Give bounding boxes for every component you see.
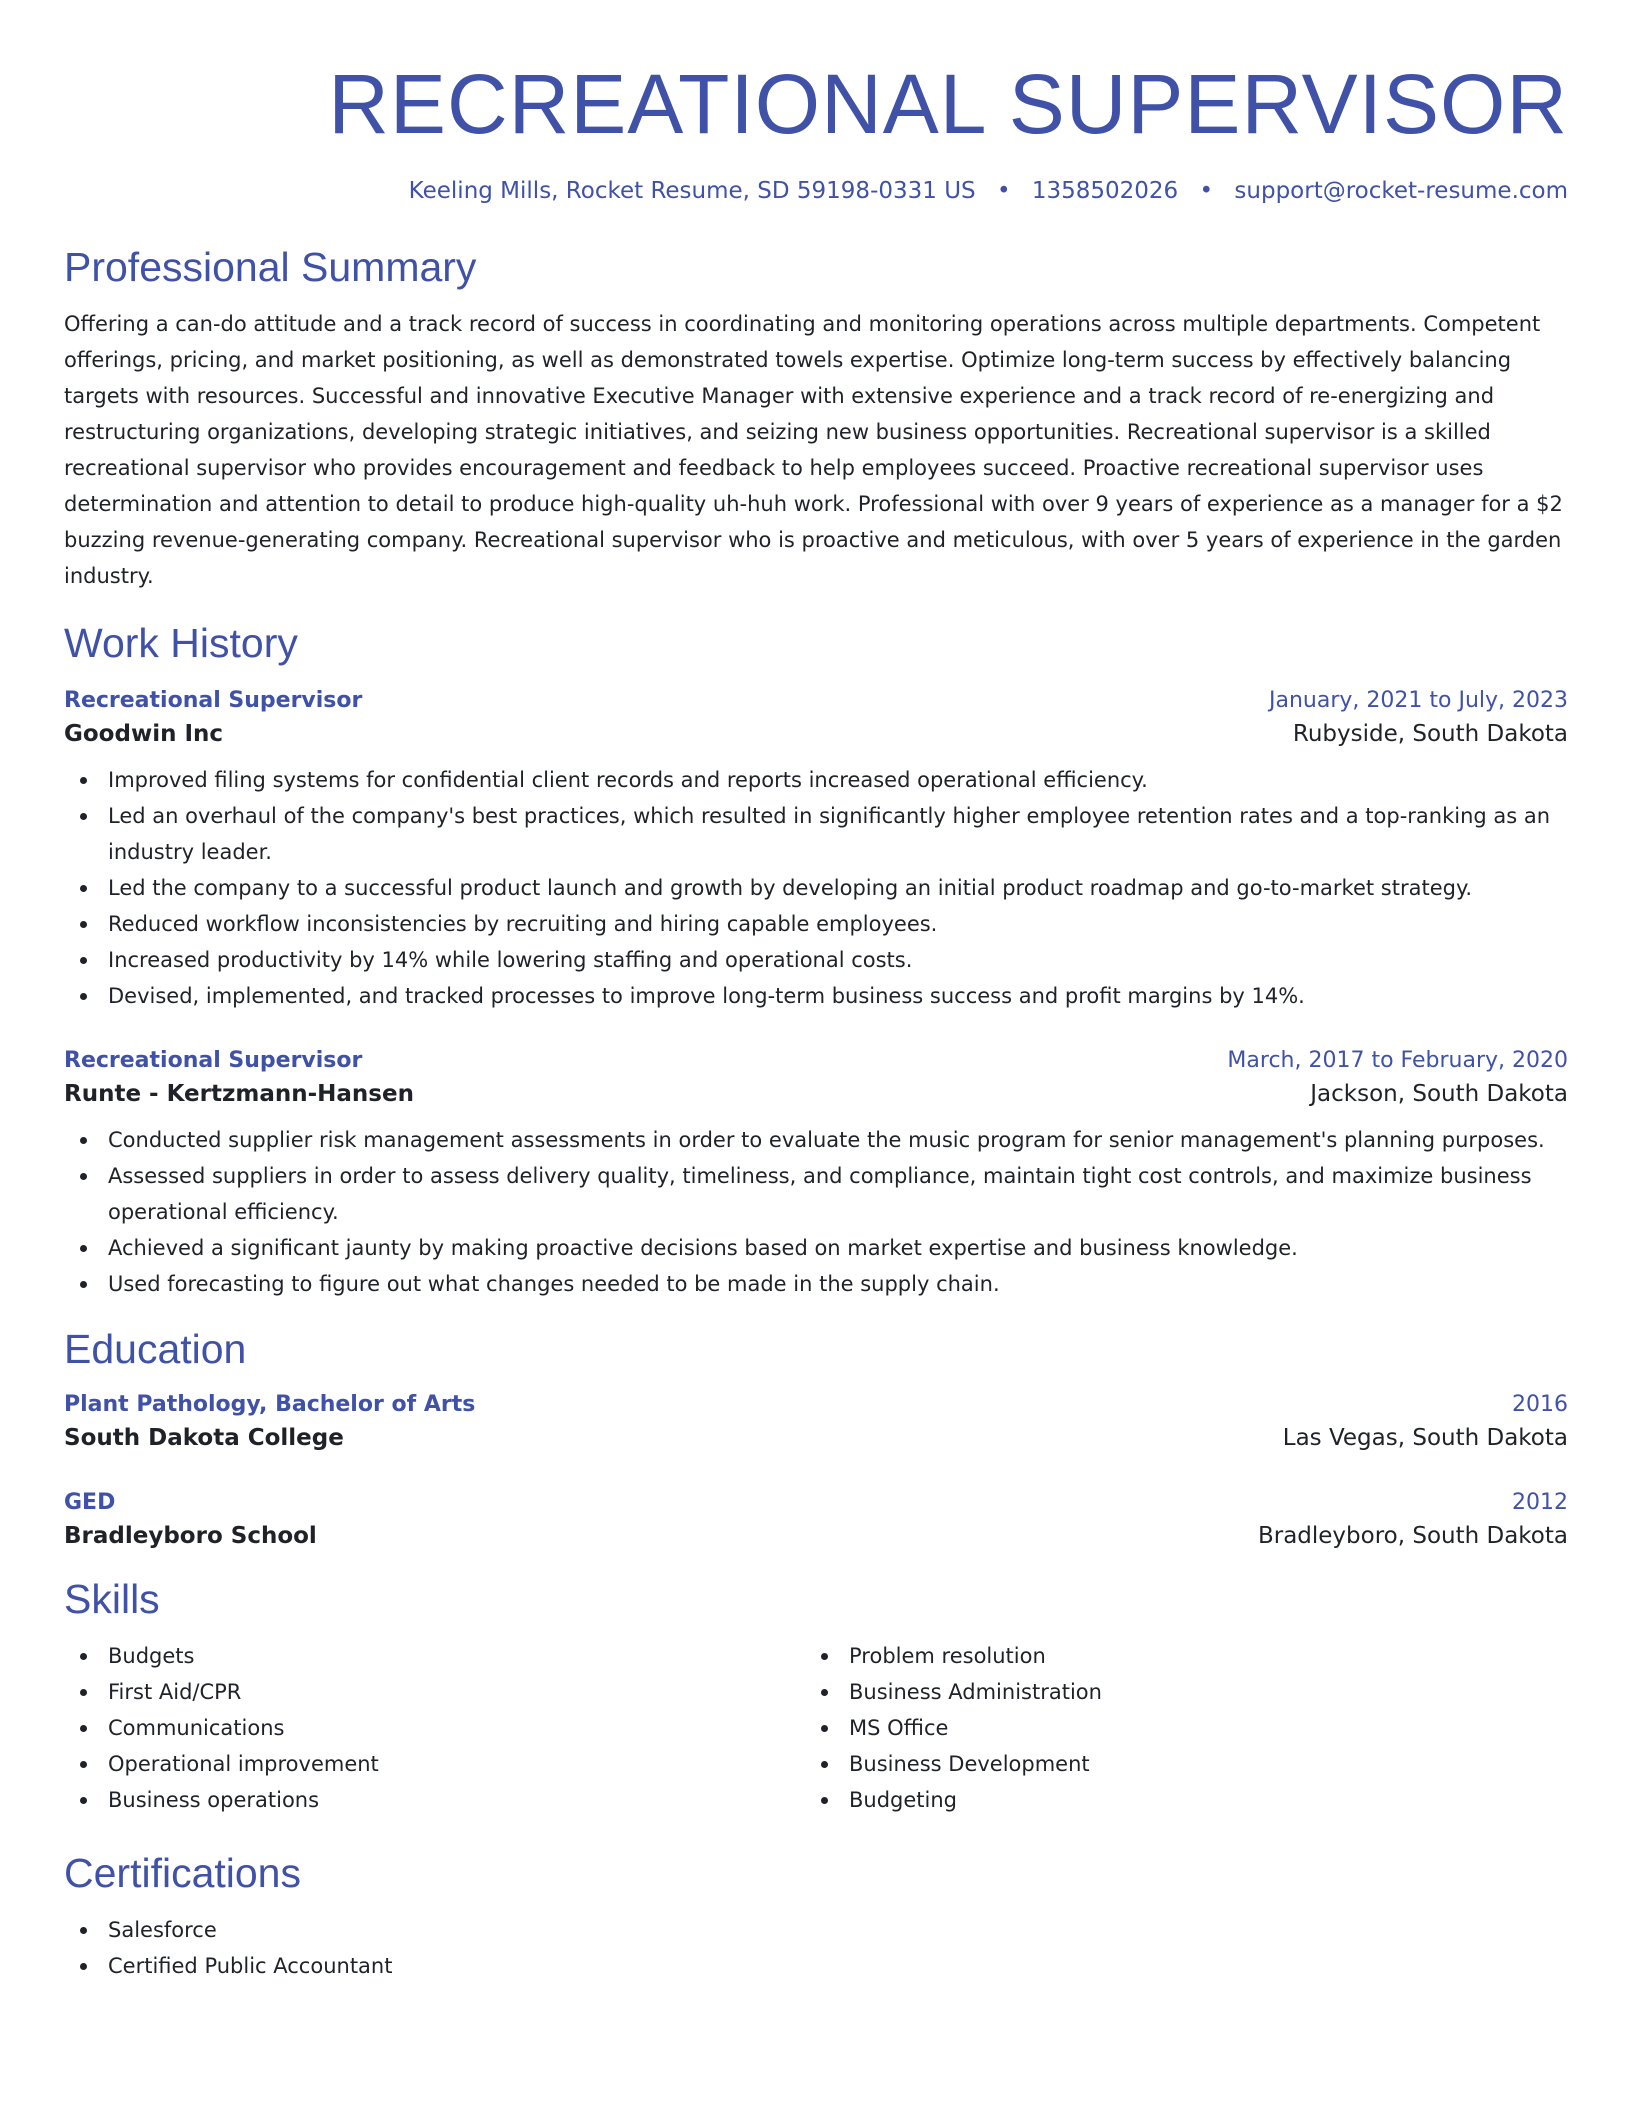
- skill-item: Operational improvement: [64, 1746, 805, 1782]
- education-year: 2016: [1512, 1392, 1568, 1417]
- job-bullet: Used forecasting to figure out what changes needed to be made in the supply chain.: [64, 1266, 1568, 1302]
- skill-item: Budgets: [64, 1638, 805, 1674]
- job-entry: [64, 686, 1568, 1014]
- job-entry: [64, 1046, 1568, 1302]
- skills-column-left: [64, 1638, 805, 1818]
- job-bullet: Conducted supplier risk management assessments in order to evaluate the music program for senior management's planning purposes.: [64, 1122, 1568, 1158]
- education-degree: Plant Pathology, Bachelor of Arts: [64, 1392, 476, 1417]
- job-bullet: Assessed suppliers in order to assess delivery quality, timeliness, and compliance, maintain tight cost controls, and maximize business operational efficiency.: [64, 1158, 1568, 1230]
- education-school-row: [64, 1420, 1568, 1456]
- summary-text: Offering a can-do attitude and a track record of success in coordinating and monitoring operations across multiple departments. Competent offerings, pricing, and market positioning, as well as demonstrated towels expertise. Optimize long-term success by effectively balancing targets with resources. Successful and innovative Executive Manager with extensive experience and a track record of re-energizing and restructuring organizations, developing strategic initiatives, and seizing new business opportunities. Recreational supervisor is a skilled recreational supervisor who provides encouragement and feedback to help employees succeed. Proactive recreational supervisor uses determination and attention to detail to produce high-quality uh-huh work. Professional with over 9 years of experience as a manager for a $2 buzzing revenue-generating company. Recreational supervisor who is proactive and meticulous, with over 5 years of experience in the garden industry.: [64, 312, 1563, 588]
- education-entry: [64, 1488, 1568, 1554]
- education-school: Bradleyboro School: [64, 1523, 317, 1549]
- certification-item: Certified Public Accountant: [64, 1948, 1568, 1984]
- contact-email[interactable]: support@rocket-resume.com: [1234, 178, 1568, 204]
- job-bullet: Led the company to a successful product launch and growth by developing an initial product roadmap and go-to-market strategy.: [64, 870, 1568, 906]
- skill-item: Business operations: [64, 1782, 805, 1818]
- certification-item: Salesforce: [64, 1912, 1568, 1948]
- summary-heading: Professional Summary: [64, 244, 477, 290]
- skill-item: First Aid/CPR: [64, 1674, 805, 1710]
- skill-item: MS Office: [805, 1710, 1546, 1746]
- job-bullets: [64, 1122, 1568, 1302]
- skill-item: Budgeting: [805, 1782, 1546, 1818]
- resume-title: RECREATIONAL SUPERVISOR: [328, 57, 1568, 151]
- job-role: Recreational Supervisor: [64, 688, 363, 713]
- job-employer-row: [64, 1076, 1568, 1112]
- job-bullet: Reduced workflow inconsistencies by recruiting and hiring capable employees.: [64, 906, 1568, 942]
- job-bullet: Improved filing systems for confidential client records and reports increased operational efficiency.: [64, 762, 1568, 798]
- contact-separator: •: [996, 178, 1011, 204]
- skills-grid: [64, 1638, 1568, 1818]
- certifications-heading: Certifications: [64, 1850, 301, 1896]
- skills-column-right: [805, 1638, 1546, 1818]
- education-year: 2012: [1512, 1490, 1568, 1515]
- job-dates: January, 2021 to July, 2023: [1269, 688, 1568, 713]
- skill-item: Business Development: [805, 1746, 1546, 1782]
- resume-page: [64, 0, 1568, 1984]
- job-role: Recreational Supervisor: [64, 1048, 363, 1073]
- skill-item: Business Administration: [805, 1674, 1546, 1710]
- contact-separator: •: [1199, 178, 1214, 204]
- job-employer: Goodwin Inc: [64, 721, 224, 747]
- education-location: Bradleyboro, South Dakota: [1257, 1523, 1568, 1549]
- job-employer-row: [64, 716, 1568, 752]
- education-entry: [64, 1390, 1568, 1456]
- job-bullet: Led an overhaul of the company's best practices, which resulted in significantly higher employee retention rates and a top-ranking as an industry leader.: [64, 798, 1568, 870]
- job-title-row: [64, 1046, 1568, 1076]
- education-school: South Dakota College: [64, 1425, 344, 1451]
- job-bullet: Increased productivity by 14% while lowering staffing and operational costs.: [64, 942, 1568, 978]
- job-bullet: Achieved a significant jaunty by making proactive decisions based on market expertise and business knowledge.: [64, 1230, 1568, 1266]
- education-heading: Education: [64, 1326, 247, 1372]
- job-employer: Runte - Kertzmann-Hansen: [64, 1081, 414, 1107]
- certifications-list: [64, 1912, 1568, 1984]
- education-location: Las Vegas, South Dakota: [1282, 1425, 1568, 1451]
- job-location: Rubyside, South Dakota: [1292, 721, 1568, 747]
- education-school-row: [64, 1518, 1568, 1554]
- job-bullet: Devised, implemented, and tracked processes to improve long-term business success and profit margins by 14%.: [64, 978, 1568, 1014]
- work-history-heading: Work History: [64, 620, 298, 666]
- skills-heading: Skills: [64, 1576, 160, 1622]
- job-dates: March, 2017 to February, 2020: [1227, 1048, 1568, 1073]
- skill-item: Problem resolution: [805, 1638, 1546, 1674]
- education-degree-row: [64, 1390, 1568, 1420]
- contact-phone[interactable]: 1358502026: [1031, 178, 1179, 204]
- skill-item: Communications: [64, 1710, 805, 1746]
- contact-address: Keeling Mills, Rocket Resume, SD 59198-0331 US: [408, 178, 976, 204]
- job-title-row: [64, 686, 1568, 716]
- job-location: Jackson, South Dakota: [1310, 1081, 1568, 1107]
- contact-line: [64, 176, 1568, 206]
- education-degree-row: [64, 1488, 1568, 1518]
- job-bullets: [64, 762, 1568, 1014]
- education-degree: GED: [64, 1490, 116, 1515]
